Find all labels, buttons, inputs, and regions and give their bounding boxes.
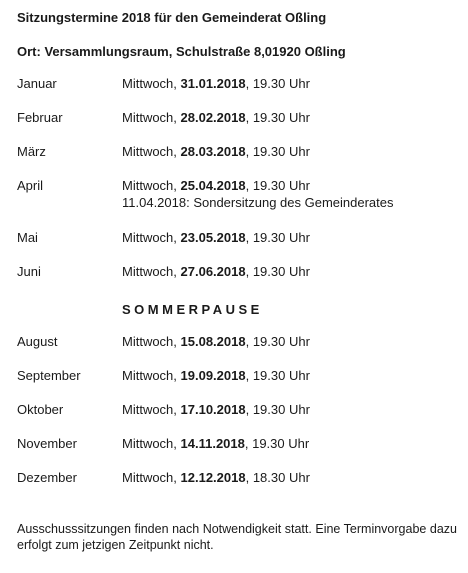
meeting-detail: Mittwoch, 25.04.2018, 19.30 Uhr <box>122 178 310 193</box>
meeting-detail: Mittwoch, 31.01.2018, 19.30 Uhr <box>122 76 310 91</box>
meeting-date: 15.08.2018 <box>180 334 246 349</box>
meeting-date: 27.06.2018 <box>180 264 246 279</box>
meeting-date: 12.12.2018 <box>180 470 246 485</box>
meeting-date: 28.02.2018 <box>180 110 246 125</box>
meeting-detail: Mittwoch, 27.06.2018, 19.30 Uhr <box>122 264 310 279</box>
meeting-detail: Mittwoch, 14.11.2018, 19.30 Uhr <box>122 436 310 451</box>
document-title: Sitzungstermine 2018 für den Gemeinderat Oßling <box>17 10 327 25</box>
month-label: März <box>17 144 46 159</box>
meeting-detail: Mittwoch, 23.05.2018, 19.30 Uhr <box>122 230 310 245</box>
month-label: Mai <box>17 230 38 245</box>
meeting-location: Ort: Versammlungsraum, Schulstraße 8,01920 Oßling <box>17 44 346 59</box>
meeting-detail: Mittwoch, 28.03.2018, 19.30 Uhr <box>122 144 310 159</box>
meeting-date: 25.04.2018 <box>180 178 246 193</box>
month-label: Oktober <box>17 402 64 417</box>
month-label: August <box>17 334 58 349</box>
month-label: Januar <box>17 76 57 91</box>
meeting-detail: Mittwoch, 17.10.2018, 19.30 Uhr <box>122 402 310 417</box>
meeting-date: 19.09.2018 <box>180 368 246 383</box>
meeting-date: 28.03.2018 <box>180 144 246 159</box>
footnote-text: Ausschusssitzungen finden nach Notwendigkeit statt. Eine Terminvorgabe dazu erfolgt zum jetzigen Zeitpunkt nicht. <box>17 522 457 552</box>
meeting-date: 23.05.2018 <box>180 230 246 245</box>
meeting-date: 14.11.2018 <box>180 436 245 451</box>
month-label: Juni <box>17 264 41 279</box>
month-label: April <box>17 178 44 193</box>
meeting-detail: Mittwoch, 28.02.2018, 19.30 Uhr <box>122 110 310 125</box>
meeting-date: 31.01.2018 <box>180 76 246 91</box>
meeting-date: 17.10.2018 <box>180 402 246 417</box>
month-label: Dezember <box>17 470 77 485</box>
month-label: September <box>17 368 81 383</box>
month-label: Februar <box>17 110 63 125</box>
month-label: November <box>17 436 77 451</box>
meeting-detail: Mittwoch, 19.09.2018, 19.30 Uhr <box>122 368 310 383</box>
special-session-note: 11.04.2018: Sondersitzung des Gemeinderates <box>122 195 394 210</box>
summer-break-label: SOMMERPAUSE <box>122 302 263 317</box>
meeting-detail: Mittwoch, 12.12.2018, 18.30 Uhr <box>122 470 310 485</box>
meeting-detail: Mittwoch, 15.08.2018, 19.30 Uhr <box>122 334 310 349</box>
